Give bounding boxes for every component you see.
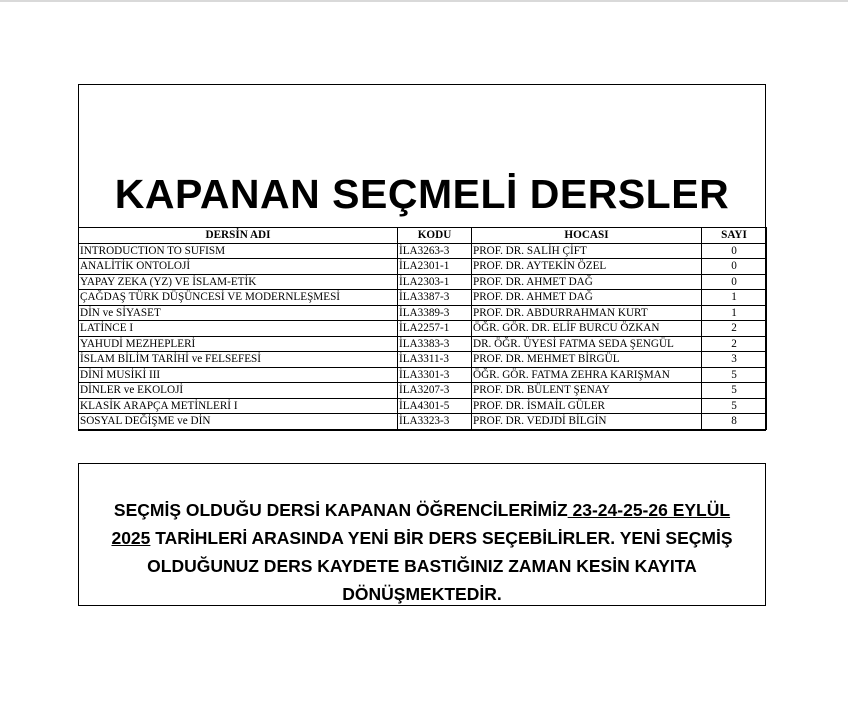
course-name-cell: DİNİ MUSİKİ III [79, 367, 398, 383]
course-name-cell: DİN ve SİYASET [79, 305, 398, 321]
course-code-cell: İLA3301-3 [398, 367, 472, 383]
course-name-cell: SOSYAL DEĞİŞME ve DİN [79, 414, 398, 430]
table-row [79, 383, 767, 399]
count-cell: 0 [702, 259, 767, 275]
count-cell: 3 [702, 352, 767, 368]
course-name-cell: KLASİK ARAPÇA METİNLERİ I [79, 398, 398, 414]
course-name-cell: YAHUDİ MEZHEPLERİ [79, 336, 398, 352]
count-cell: 1 [702, 305, 767, 321]
count-cell: 5 [702, 367, 767, 383]
course-code-cell: İLA3383-3 [398, 336, 472, 352]
table-row [79, 259, 767, 275]
instructor-cell: PROF. DR. SALİH ÇİFT [472, 243, 702, 259]
notice-panel [78, 463, 766, 606]
instructor-cell: PROF. DR. AYTEKİN ÖZEL [472, 259, 702, 275]
table-row [79, 398, 767, 414]
course-name-cell: INTRODUCTION TO SUFISM [79, 243, 398, 259]
table-row [79, 290, 767, 306]
top-divider [0, 0, 848, 2]
column-header-instructor: HOCASI [472, 228, 702, 244]
instructor-cell: PROF. DR. VEDJDİ BİLGİN [472, 414, 702, 430]
instructor-cell: PROF. DR. BÜLENT ŞENAY [472, 383, 702, 399]
course-name-cell: YAPAY ZEKA (YZ) VE İSLAM-ETİK [79, 274, 398, 290]
table-row [79, 321, 767, 337]
table-row [79, 243, 767, 259]
count-cell: 0 [702, 243, 767, 259]
table-body [79, 243, 767, 429]
count-cell: 5 [702, 383, 767, 399]
instructor-cell: PROF. DR. İSMAİL GÜLER [472, 398, 702, 414]
closed-courses-table [78, 227, 767, 430]
count-cell: 5 [702, 398, 767, 414]
count-cell: 8 [702, 414, 767, 430]
table-row [79, 367, 767, 383]
course-code-cell: İLA3263-3 [398, 243, 472, 259]
course-name-cell: DİNLER ve EKOLOJİ [79, 383, 398, 399]
course-code-cell: İLA3387-3 [398, 290, 472, 306]
instructor-cell: ÖĞR. GÖR. DR. ELİF BURCU ÖZKAN [472, 321, 702, 337]
course-name-cell: LATİNCE I [79, 321, 398, 337]
instructor-cell: PROF. DR. MEHMET BİRGÜL [472, 352, 702, 368]
table-row [79, 414, 767, 430]
course-code-cell: İLA2303-1 [398, 274, 472, 290]
column-header-count: SAYI [702, 228, 767, 244]
notice-dates: 23-24-25-26 EYLÜL 2025 [111, 500, 731, 548]
course-code-cell: İLA3323-3 [398, 414, 472, 430]
count-cell: 0 [702, 274, 767, 290]
instructor-cell: PROF. DR. AHMET DAĞ [472, 274, 702, 290]
course-name-cell: ÇAĞDAŞ TÜRK DÜŞÜNCESİ VE MODERNLEŞMESİ [79, 290, 398, 306]
instructor-cell: DR. ÖĞR. ÜYESİ FATMA SEDA ŞENGÜL [472, 336, 702, 352]
course-code-cell: İLA3389-3 [398, 305, 472, 321]
page-title: KAPANAN SEÇMELİ DERSLER [114, 171, 730, 217]
instructor-cell: PROF. DR. ABDURRAHMAN KURT [472, 305, 702, 321]
course-name-cell: İSLAM BİLİM TARİHİ ve FELSEFESİ [79, 352, 398, 368]
course-code-cell: İLA3207-3 [398, 383, 472, 399]
instructor-cell: PROF. DR. AHMET DAĞ [472, 290, 702, 306]
count-cell: 2 [702, 336, 767, 352]
table-header-row [79, 228, 767, 244]
count-cell: 2 [702, 321, 767, 337]
notice-text [99, 496, 745, 608]
column-header-code: KODU [398, 228, 472, 244]
table-row [79, 305, 767, 321]
course-name-cell: ANALİTİK ONTOLOJİ [79, 259, 398, 275]
course-code-cell: İLA2257-1 [398, 321, 472, 337]
course-code-cell: İLA4301-5 [398, 398, 472, 414]
notice-part-1: SEÇMİŞ OLDUĞU DERSİ KAPANAN ÖĞRENCİLERİMİZ [113, 500, 568, 520]
instructor-cell: ÖĞR. GÖR. FATMA ZEHRA KARIŞMAN [472, 367, 702, 383]
table-row [79, 352, 767, 368]
table-row [79, 336, 767, 352]
course-code-cell: İLA3311-3 [398, 352, 472, 368]
courses-panel [78, 84, 766, 431]
course-code-cell: İLA2301-1 [398, 259, 472, 275]
table-row [79, 274, 767, 290]
column-header-course-name: DERSİN ADI [79, 228, 398, 244]
notice-part-2: TARİHLERİ ARASINDA YENİ BİR DERS SEÇEBİLİRLER. YENİ SEÇMİŞ OLDUĞUNUZ DERS KAYDETE BASTIĞINIZ ZAMAN KESİN KAYITA DÖNÜŞMEKTEDİR. [147, 528, 733, 604]
count-cell: 1 [702, 290, 767, 306]
